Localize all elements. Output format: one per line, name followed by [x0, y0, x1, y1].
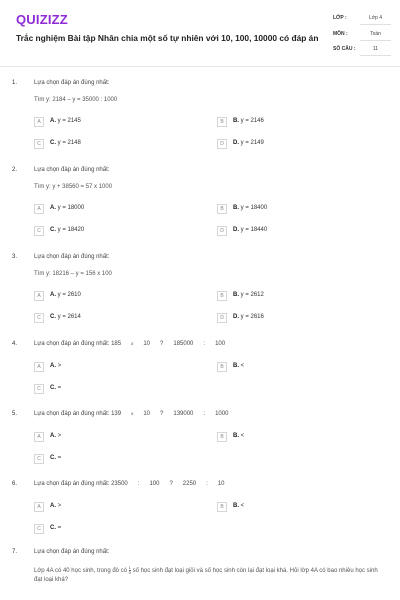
stem-text-after: số học sinh đạt loại giỏi và số học sinh còn lại đạt loại khá. Hỏi lớp 4A có bao nhiêu học sinh đạt loại khá?: [34, 568, 378, 583]
option-label: A.: [50, 292, 56, 298]
option-text: >: [57, 433, 62, 439]
option-letter: D: [217, 139, 227, 149]
prompt-text: Lựa chọn đáp án đúng nhất: 139: [34, 411, 122, 417]
prompt-text: Lựa chọn đáp án đúng nhất: 185: [34, 341, 122, 347]
option-letter: B: [217, 362, 227, 372]
expression-part: :: [203, 341, 206, 347]
quizizz-logo: QUIZIZZ: [16, 12, 68, 27]
comparison-placeholder: ?: [169, 481, 173, 487]
expression-part: 10: [217, 481, 225, 487]
prompt-text: Lựa chọn đáp án đúng nhất: 23500: [34, 481, 128, 487]
option-text: <: [240, 503, 245, 509]
question-stem: [34, 566, 384, 584]
question-number: 4.: [12, 341, 18, 347]
option-letter: B: [217, 117, 227, 127]
meta-subject-value: Toán: [360, 28, 391, 41]
page-title: Trắc nghiệm Bài tập Nhân chia một số tự nhiên với 10, 100, 10000 có đáp án: [16, 33, 319, 43]
question-number: 1.: [12, 80, 18, 86]
question-prompt: Lựa chọn đáp án đúng nhất:: [34, 549, 110, 555]
option-letter: B: [217, 432, 227, 442]
option-text: y = 18440: [240, 227, 268, 233]
option-text: y = 2616: [240, 314, 264, 320]
option-label: B.: [233, 118, 239, 124]
option-letter: A: [34, 291, 44, 301]
option-text: y = 2146: [240, 118, 264, 124]
question-prompt: [34, 341, 225, 347]
expression-part: 10: [143, 341, 151, 347]
option-text: <: [240, 363, 245, 369]
question-number: 7.: [12, 549, 18, 555]
fraction-numerator: 1: [128, 565, 131, 570]
option-label: A.: [50, 363, 56, 369]
expression-part: 185000: [173, 341, 194, 347]
option-label: B.: [233, 205, 239, 211]
option-letter: A: [34, 432, 44, 442]
option-label: A.: [50, 118, 56, 124]
option-label: D.: [233, 314, 239, 320]
expression-part: 2250: [182, 481, 197, 487]
option-label: D.: [233, 227, 239, 233]
option-letter: C: [34, 313, 44, 323]
option-label: C.: [50, 314, 56, 320]
option-letter: B: [217, 204, 227, 214]
meta-subject-label: MÔN :: [333, 31, 348, 37]
option-label: A.: [50, 433, 56, 439]
expression-part: 139000: [173, 411, 194, 417]
option-letter: C: [34, 384, 44, 394]
option-letter: C: [34, 226, 44, 236]
question-prompt: [34, 411, 228, 417]
worksheet-header: [0, 0, 400, 67]
option-letter: B: [217, 291, 227, 301]
meta-count-value: 11: [360, 43, 391, 56]
question-prompt: Lựa chọn đáp án đúng nhất:: [34, 167, 110, 173]
option-letter: A: [34, 204, 44, 214]
option-text: y = 18400: [240, 205, 268, 211]
option-letter: C: [34, 454, 44, 464]
option-text: y = 2614: [57, 314, 81, 320]
meta-grade-label: LỚP :: [333, 15, 347, 21]
option-label: D.: [233, 140, 239, 146]
option-text: <: [240, 433, 245, 439]
option-label: B.: [233, 433, 239, 439]
question-stem: Tìm y: y + 38560 = 57 x 1000: [34, 184, 113, 190]
stem-text-before: Lớp 4A có 40 học sinh, trong đó có: [34, 568, 127, 575]
comparison-placeholder: ?: [160, 411, 164, 417]
option-label: B.: [233, 363, 239, 369]
option-letter: A: [34, 117, 44, 127]
fraction: [129, 566, 131, 575]
option-text: y = 2149: [240, 140, 264, 146]
option-text: y = 2145: [57, 118, 81, 124]
option-text: y = 18420: [57, 227, 85, 233]
option-letter: C: [34, 139, 44, 149]
option-label: A.: [50, 205, 56, 211]
option-label: C.: [50, 227, 56, 233]
option-label: B.: [233, 292, 239, 298]
option-label: A.: [50, 503, 56, 509]
option-text: =: [57, 455, 62, 461]
meta-grade-value: Lớp 4: [360, 12, 391, 25]
expression-part: :: [137, 481, 140, 487]
option-text: y = 2610: [57, 292, 81, 298]
fraction-denominator: 5: [128, 570, 131, 575]
expression-part: x: [131, 411, 134, 416]
option-letter: C: [34, 524, 44, 534]
option-letter: A: [34, 362, 44, 372]
question-number: 2.: [12, 167, 18, 173]
meta-count-label: SỐ CÂU :: [333, 46, 356, 52]
option-text: y = 2612: [240, 292, 264, 298]
question-number: 5.: [12, 411, 18, 417]
option-letter: A: [34, 502, 44, 512]
expression-part: 100: [215, 341, 226, 347]
question-stem: Tìm y: 18216 – y = 156 x 100: [34, 271, 112, 277]
question-stem: Tìm y: 2184 – y = 35000 : 1000: [34, 97, 118, 103]
option-text: =: [57, 385, 62, 391]
comparison-placeholder: ?: [160, 341, 164, 347]
expression-part: :: [206, 481, 208, 487]
meta-question-count: [333, 43, 393, 56]
meta-subject: [333, 28, 393, 41]
meta-grade: [333, 12, 393, 25]
option-label: C.: [50, 140, 56, 146]
option-text: >: [57, 363, 62, 369]
expression-part: 10: [143, 411, 151, 417]
option-text: y = 18000: [57, 205, 85, 211]
expression-part: :: [203, 411, 206, 417]
option-label: C.: [50, 385, 56, 391]
expression-part: 1000: [215, 411, 229, 417]
expression-part: 100: [149, 481, 160, 487]
question-prompt: Lựa chọn đáp án đúng nhất:: [34, 80, 110, 86]
option-label: B.: [233, 503, 239, 509]
question-prompt: [34, 481, 225, 487]
option-text: y = 2148: [57, 140, 81, 146]
option-letter: B: [217, 502, 227, 512]
option-letter: D: [217, 313, 227, 323]
option-text: =: [57, 525, 62, 531]
option-label: C.: [50, 455, 56, 461]
question-number: 3.: [12, 254, 18, 260]
question-prompt: Lựa chọn đáp án đúng nhất:: [34, 254, 110, 260]
option-text: >: [57, 503, 62, 509]
question-number: 6.: [12, 481, 18, 487]
option-label: C.: [50, 525, 56, 531]
expression-part: x: [131, 341, 134, 346]
option-letter: D: [217, 226, 227, 236]
